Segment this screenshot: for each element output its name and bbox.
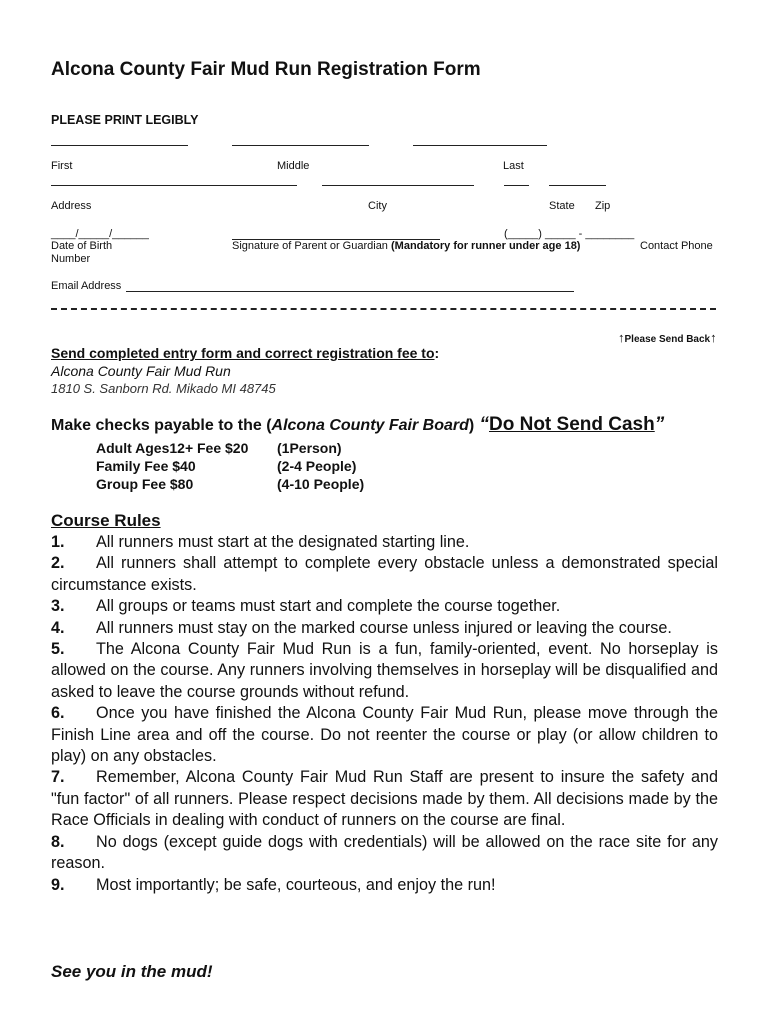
checks-payable-line — [51, 414, 664, 436]
last-label: Last — [503, 160, 524, 172]
rule-number: 2. — [51, 554, 65, 573]
fee-row — [96, 475, 364, 493]
fee-label: Family Fee $40 — [96, 458, 196, 474]
cut-line-divider — [51, 308, 716, 310]
rule-number: 7. — [51, 768, 65, 787]
rule-number: 3. — [51, 597, 65, 616]
fee-people: (4-10 People) — [277, 476, 365, 492]
rule-number: 4. — [51, 618, 65, 637]
fee-row — [96, 439, 364, 457]
rule-item — [51, 703, 718, 767]
last-name-field[interactable] — [413, 145, 547, 146]
mailing-address: 1810 S. Sanborn Rd. Mikado MI 48745 — [51, 381, 276, 396]
checks-payee: Alcona County Fair Board — [271, 417, 469, 434]
signature-mandatory-note: (Mandatory for runner under age 18) — [391, 240, 581, 252]
first-name-field[interactable] — [51, 145, 188, 146]
print-legibly-note: PLEASE PRINT LEGIBLY — [51, 113, 199, 127]
address-label: Address — [51, 200, 92, 212]
state-label: State — [549, 200, 575, 212]
rule-number: 5. — [51, 640, 65, 659]
rule-number: 8. — [51, 832, 65, 851]
rule-item — [51, 532, 718, 553]
form-title: Alcona County Fair Mud Run Registration Form — [51, 59, 481, 80]
checks-prefix: Make checks payable to the ( — [51, 417, 272, 434]
rule-text: All groups or teams must start and complete the course together. — [96, 597, 561, 616]
zip-field[interactable] — [549, 185, 606, 186]
send-back-text: Please Send Back — [624, 334, 711, 345]
rule-item — [51, 618, 718, 639]
fee-label: Adult Ages12+ Fee $20 — [96, 440, 249, 456]
mailing-heading — [51, 345, 439, 361]
fee-people: (1Person) — [277, 440, 342, 456]
first-label: First — [51, 160, 73, 172]
fee-label: Group Fee $80 — [96, 476, 194, 492]
address-field[interactable] — [51, 185, 297, 186]
signature-label — [232, 240, 580, 252]
rule-item — [51, 832, 718, 875]
rule-text: Most importantly; be safe, courteous, and enjoy the run! — [96, 875, 496, 894]
phone-field[interactable]: (_____) _____ - ________ — [504, 228, 635, 240]
email-label: Email Address — [51, 280, 122, 292]
rule-text: Once you have finished the Alcona County Fair Mud Run, please move through the Finish Line area and off the course. Do not reenter the course or play (or allow children to play) on any obstacles. — [51, 704, 718, 766]
course-rules-list — [51, 532, 718, 896]
up-arrow-icon: ↑ — [710, 330, 717, 345]
rule-item — [51, 639, 718, 703]
signature-label-text: Signature of Parent or Guardian — [232, 240, 388, 252]
close-quote: ” — [654, 414, 665, 435]
rule-item — [51, 875, 718, 896]
up-arrow-icon: ↑ — [618, 330, 625, 345]
rule-text: All runners shall attempt to complete every obstacle unless a demonstrated special circumstance exists. — [51, 554, 718, 594]
fee-people: (2-4 People) — [277, 458, 357, 474]
rule-text: All runners must stay on the marked course unless injured or leaving the course. — [96, 618, 672, 637]
open-quote: “ — [474, 414, 489, 435]
email-field[interactable] — [126, 291, 574, 292]
middle-label: Middle — [277, 160, 310, 172]
rule-text: All runners must start at the designated starting line. — [96, 533, 470, 551]
fee-row — [96, 457, 364, 475]
state-field[interactable] — [504, 185, 529, 186]
zip-label: Zip — [595, 200, 611, 212]
checks-suffix: ) — [468, 417, 475, 434]
dob-field[interactable]: ____/_____/______ — [51, 228, 149, 240]
no-cash-warning: Do Not Send Cash — [489, 414, 655, 435]
rule-item — [51, 553, 718, 596]
number-label: Number — [51, 253, 91, 265]
rule-text: Remember, Alcona County Fair Mud Run Staff are present to insure the safety and "fun factor" of all runners. Please respect decisions made by them. All decisions made by the Race Officials in dealing with conduct of runners on the course are final. — [51, 768, 718, 830]
mailing-heading-colon: : — [434, 345, 440, 361]
rule-text: No dogs (except guide dogs with credentials) will be allowed on the race site for any reason. — [51, 832, 718, 873]
middle-name-field[interactable] — [232, 145, 369, 146]
rule-item — [51, 596, 718, 617]
closing-line: See you in the mud! — [51, 962, 213, 981]
rule-text: The Alcona County Fair Mud Run is a fun, family-oriented, event. No horseplay is allowed on the course. Any runners involving themselves in horseplay will be disqualified and asked to leave the course grounds without refund. — [51, 640, 718, 701]
rule-number: 9. — [51, 875, 65, 894]
fee-table — [96, 439, 364, 493]
rule-number: 1. — [51, 533, 65, 551]
city-field[interactable] — [322, 185, 474, 186]
rule-number: 6. — [51, 704, 65, 723]
course-rules-heading: Course Rules — [51, 511, 161, 530]
city-label: City — [368, 200, 387, 212]
mailing-name: Alcona County Fair Mud Run — [51, 363, 231, 379]
rule-item — [51, 767, 718, 831]
mailing-heading-text: Send completed entry form and correct registration fee to — [51, 345, 435, 361]
dob-label: Date of Birth — [51, 240, 113, 252]
contact-phone-label: Contact Phone — [640, 240, 713, 252]
send-back-note — [618, 330, 717, 345]
